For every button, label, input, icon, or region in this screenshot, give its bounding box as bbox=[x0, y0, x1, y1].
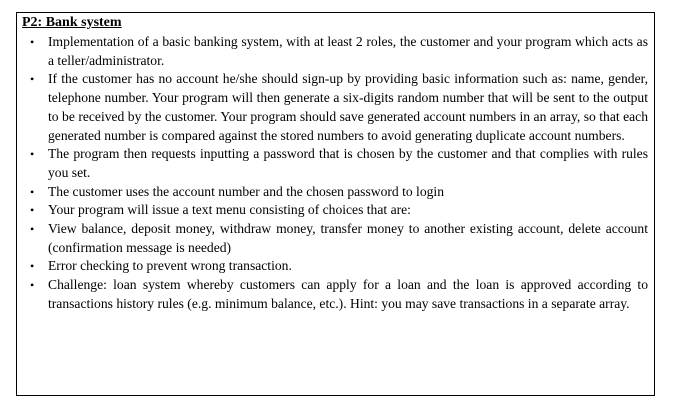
list-item-text: If the customer has no account he/she should sign-up by providing basic information such as: name, gender, telephone number. Your program will then generate a six-digits random number that will be sent to the output to be received by the customer. Your program should save generated account numbers in an array, so that each generated number is compared against the stored numbers to avoid generating duplicate account numbers. bbox=[48, 71, 648, 143]
list-item-text: View balance, deposit money, withdraw money, transfer money to another existing account, delete account (confirmation message is needed) bbox=[48, 221, 648, 255]
bullet-icon: • bbox=[30, 72, 35, 87]
list-item bbox=[0, 201, 648, 220]
bullet-icon: • bbox=[30, 184, 35, 199]
list-item bbox=[0, 70, 648, 145]
list-item-text: Challenge: loan system whereby customers can apply for a loan and the loan is approved according to transactions history rules (e.g. minimum balance, etc.). Hint: you may save transactions in a separate array. bbox=[48, 277, 648, 311]
list-item bbox=[0, 145, 648, 182]
bullet-icon: • bbox=[30, 259, 35, 274]
list-item-text: Error checking to prevent wrong transaction. bbox=[48, 258, 292, 274]
list-item bbox=[0, 276, 648, 313]
list-item bbox=[0, 183, 648, 202]
list-item bbox=[0, 33, 648, 70]
bullet-icon: • bbox=[30, 203, 35, 218]
requirements-list bbox=[0, 33, 675, 314]
bullet-icon: • bbox=[30, 35, 35, 49]
bullet-icon: • bbox=[30, 278, 35, 293]
document-title: P2: Bank system bbox=[22, 15, 122, 30]
list-item-text: Implementation of a basic banking system, with at least 2 roles, the customer and your program which acts as a teller/administrator. bbox=[48, 34, 648, 68]
list-item-text: Your program will issue a text menu consisting of choices that are: bbox=[48, 202, 411, 218]
list-item-text: The customer uses the account number and the chosen password to login bbox=[48, 183, 445, 199]
bullet-icon: • bbox=[30, 147, 35, 162]
list-item-text: The program then requests inputting a password that is chosen by the customer and that complies with rules you set. bbox=[48, 146, 648, 180]
list-item bbox=[0, 220, 648, 257]
list-item bbox=[0, 257, 648, 276]
bullet-icon: • bbox=[30, 222, 35, 237]
